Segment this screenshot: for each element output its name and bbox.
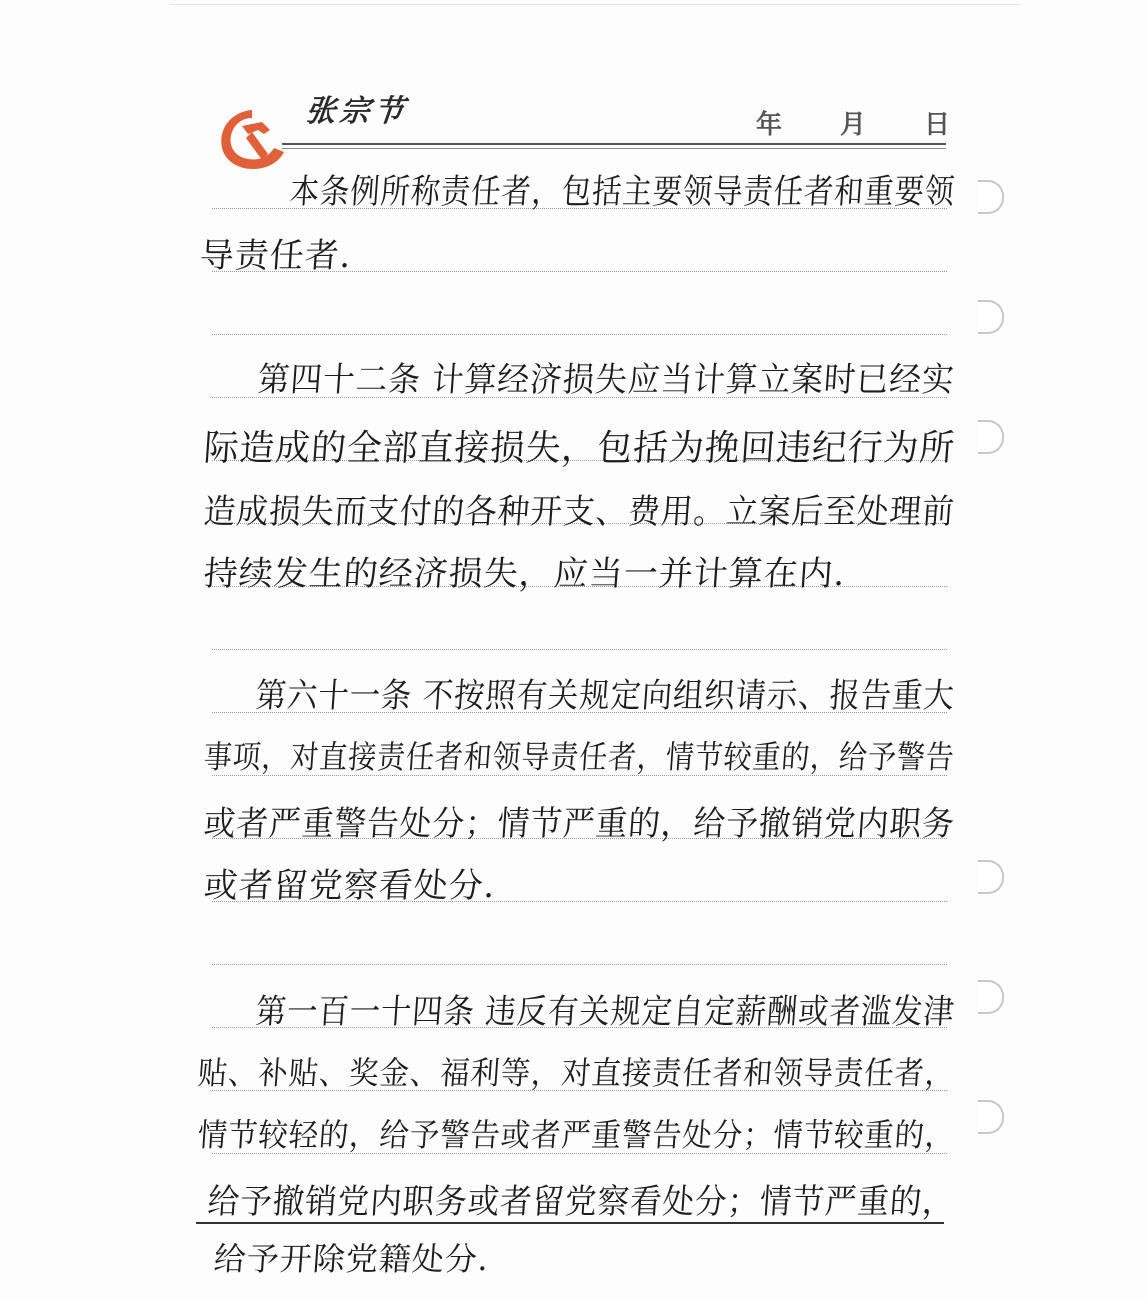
handwritten-line: 持续发生的经济损失，应当一并计算在内.	[202, 554, 847, 594]
handwritten-line: 给予撤销党内职务或者留党察看处分；情节严重的，	[206, 1182, 957, 1222]
binding-hole	[978, 420, 1004, 454]
date-month-label: 月	[840, 110, 867, 140]
handwritten-line: 导责任者.	[198, 236, 353, 276]
binding-hole	[978, 860, 1004, 894]
binding-hole	[978, 1100, 1004, 1134]
date-year-label: 年	[756, 110, 783, 140]
handwritten-line: 或者留党察看处分.	[202, 866, 497, 906]
handwritten-line: 给予开除党籍处分.	[212, 1240, 491, 1278]
hammer-sickle-emblem	[212, 104, 288, 174]
handwritten-line: 第四十二条 计算经济损失应当计算立案时已经实	[256, 360, 956, 400]
date-day-label: 日	[924, 110, 951, 140]
handwritten-line: 第六十一条 不按照有关规定向组织请示、报告重大	[254, 676, 957, 716]
handwritten-line: 第一百一十四条 违反有关规定自定薪酬或者滥发津	[254, 992, 957, 1032]
binding-hole	[978, 300, 1004, 334]
page-top-edge	[170, 4, 1020, 5]
ruled-line	[212, 649, 947, 650]
ruled-line	[212, 334, 947, 335]
handwritten-line: 造成损失而支付的各种开支、费用。立案后至处理前	[202, 492, 957, 532]
handwritten-line: 或者严重警告处分；情节严重的，给予撤销党内职务	[202, 804, 957, 844]
header-rule	[282, 143, 946, 145]
author-name: 张宗节	[303, 94, 410, 129]
binding-hole	[978, 980, 1004, 1014]
ruled-line	[212, 964, 947, 965]
handwritten-line: 情节较轻的，给予警告或者严重警告处分；情节较重的，	[196, 1116, 957, 1154]
header-rule-thin	[282, 148, 946, 149]
handwritten-line: 本条例所称责任者，包括主要领导责任者和重要领	[288, 172, 957, 212]
handwritten-line: 际造成的全部直接损失，包括为挽回违纪行为所	[202, 428, 957, 469]
binding-hole	[978, 180, 1004, 214]
handwritten-line: 事项，对直接责任者和领导责任者，情节较重的，给予警告	[202, 738, 956, 776]
handwritten-line: 贴、补贴、奖金、福利等，对直接责任者和领导责任者，	[196, 1054, 957, 1092]
